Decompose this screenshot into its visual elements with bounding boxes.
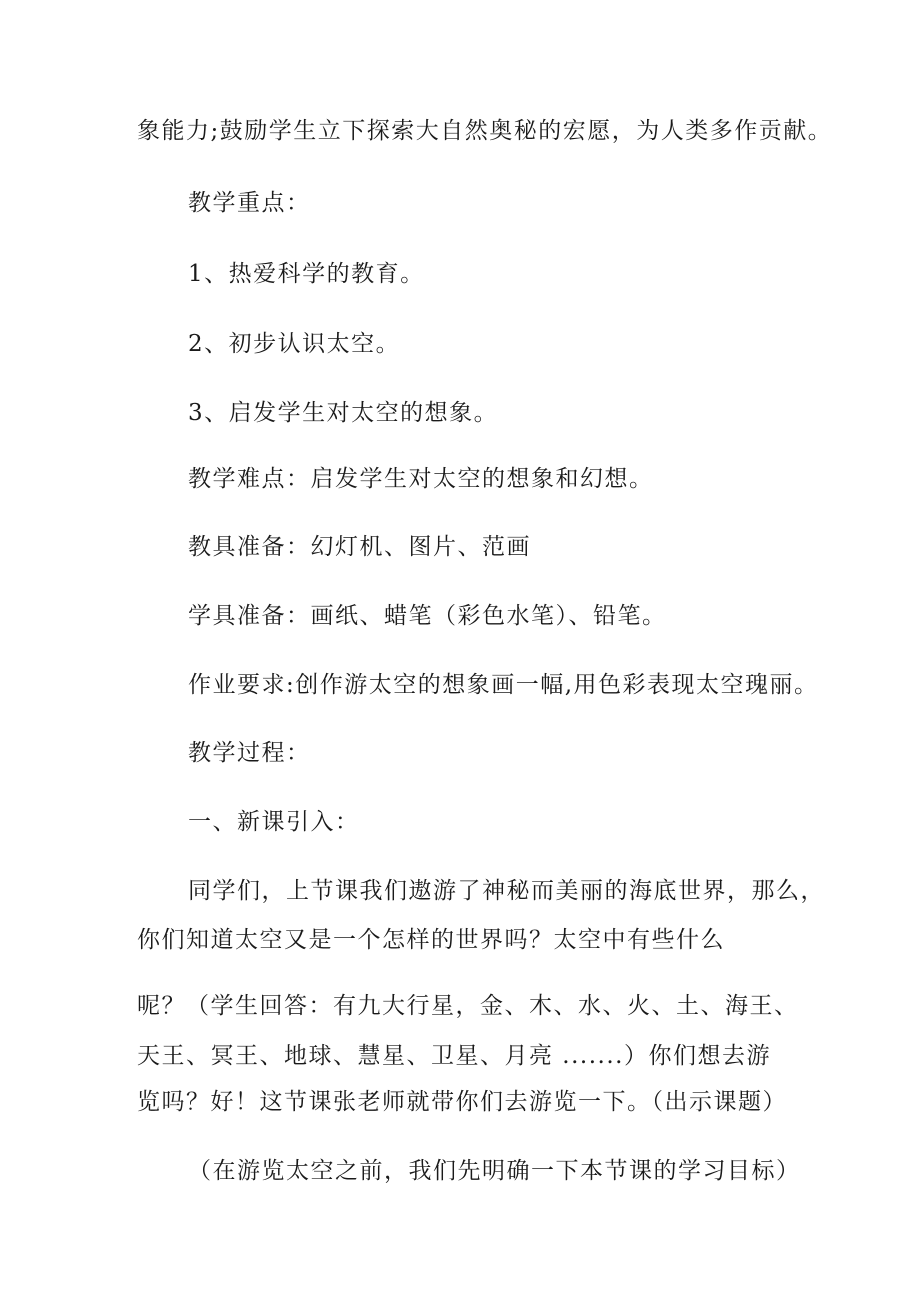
paragraph-line: 天王、冥王、地球、慧星、卫星、月亮 .......）你们想去游: [137, 1043, 771, 1069]
heading-teaching-process: 教学过程：: [188, 740, 311, 766]
heading-teaching-focus: 教学重点：: [188, 190, 311, 216]
assignment-requirement: 作业要求:创作游太空的想象画一幅,用色彩表现太空瑰丽。: [188, 672, 819, 698]
paragraph-line: （在游览太空之前，我们先明确一下本节课的学习目标）: [188, 1158, 801, 1184]
list-item: 1、热爱科学的教育。: [188, 261, 425, 287]
paragraph-line: 呢？（学生回答：有九大行星，金、木、水、火、土、海王、: [137, 993, 799, 1019]
student-materials: 学具准备：画纸、蜡笔（彩色水笔）、铅笔。: [188, 603, 667, 629]
paragraph-continuation: 象能力;鼓励学生立下探索大自然奥秘的宏愿，为人类多作贡献。: [137, 118, 833, 144]
paragraph-line: 同学们，上节课我们遨游了神秘而美丽的海底世界，那么，: [188, 878, 825, 904]
list-item: 3、启发学生对太空的想象。: [188, 400, 499, 426]
list-item: 2、初步认识太空。: [188, 331, 401, 357]
teaching-aids: 教具准备：幻灯机、图片、范画: [188, 534, 531, 560]
teaching-difficulty: 教学难点：启发学生对太空的想象和幻想。: [188, 466, 654, 492]
section-heading-intro: 一、新课引入：: [188, 809, 360, 835]
paragraph-line: 览吗？好！这节课张老师就带你们去游览一下。（出示课题）: [137, 1089, 787, 1115]
paragraph-line: 你们知道太空又是一个怎样的世界吗？太空中有些什么: [137, 927, 725, 953]
